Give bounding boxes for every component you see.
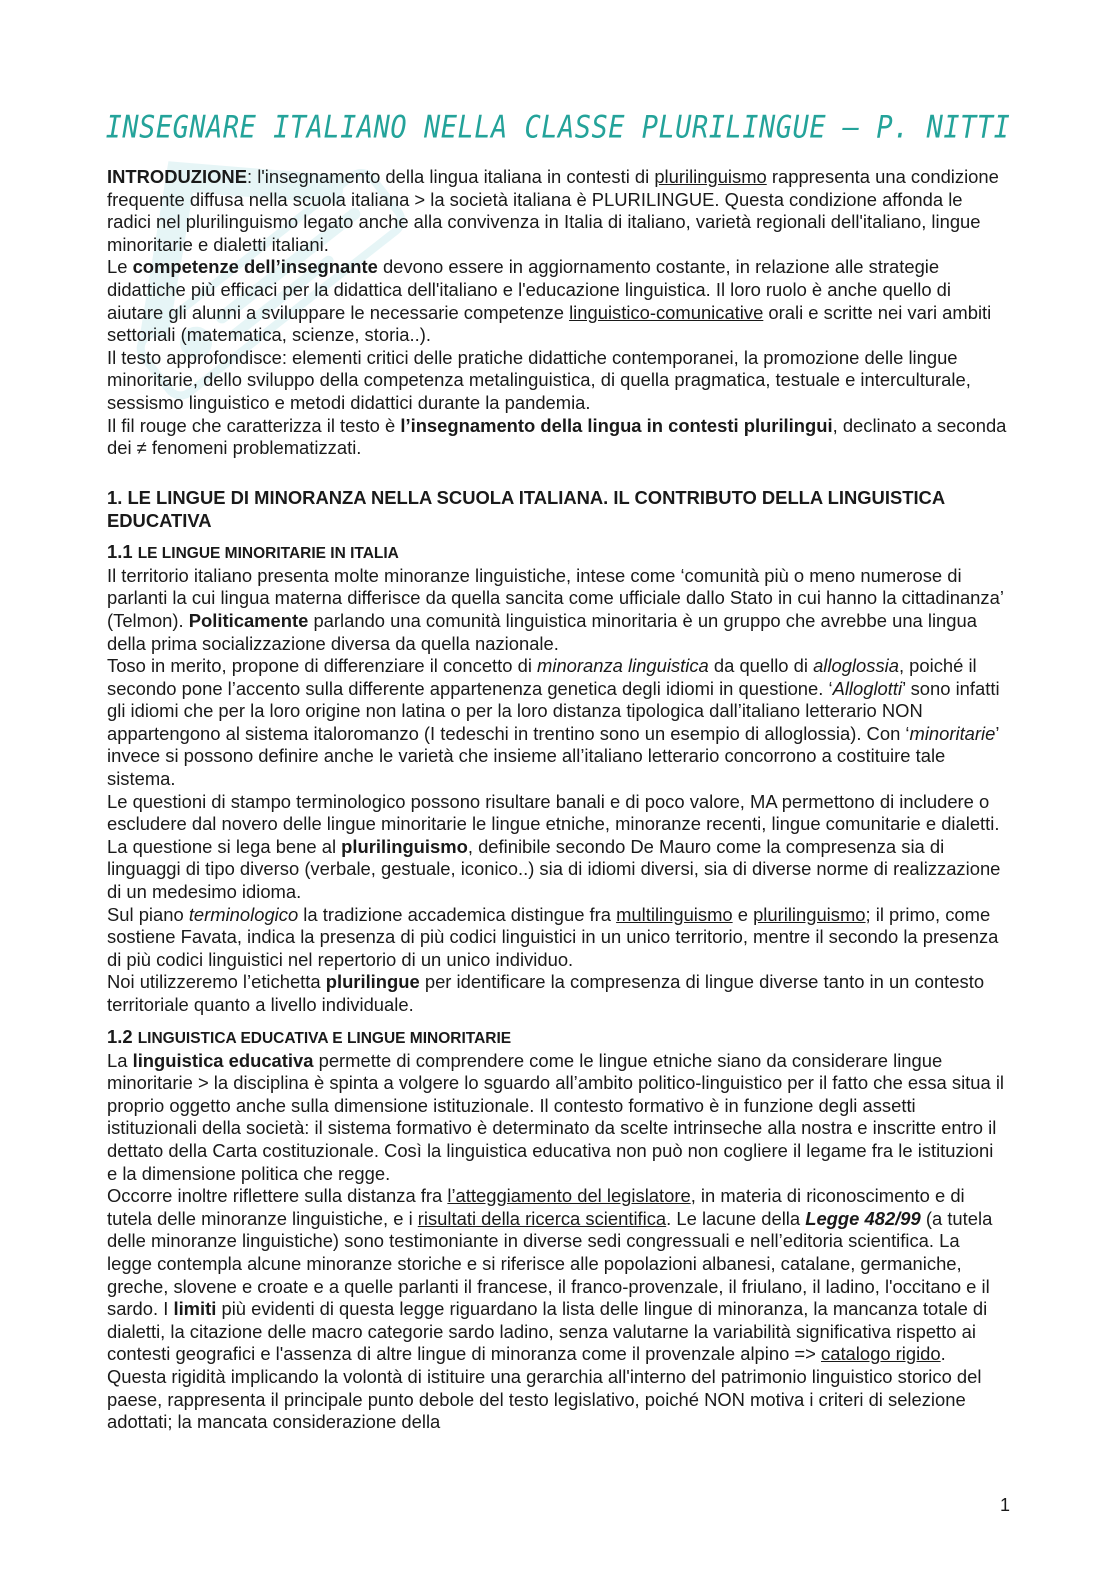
- sub11-paragraph-1: Il territorio italiano presenta molte minoranze linguistiche, intese come ‘comunità più o meno numerose di parlanti la cui lingua materna differisce da quella sancita come ufficiale dallo Stato in cui hanno la cittadinanza’ (Telmon). Politicamente parlando una comunità linguistica minoritaria è un gruppo che avrebbe una lingua della prima socializzazione diversa da quella nazionale.: [107, 564, 1004, 654]
- sub11-paragraph-4: Sul piano terminologico la tradizione accademica distingue fra multilinguismo e plurilinguismo; il primo, come sostiene Favata, indica la presenza di più codici linguistici in un unico territorio, mentre il secondo la presenza di più codici linguistici nel repertorio di un unico individuo.: [107, 903, 999, 970]
- sub11-paragraph-2: Toso in merito, propone di differenziare il concetto di minoranza linguistica da quello di alloglossia, poiché il secondo pone l’accento sulla differente appartenenza genetica degli idiomi in questione. ‘Alloglotti’ sono infatti gli idiomi che per la loro origine non latina o per la loro distanza tipologica dall’italiano letterario NON appartengono al sistema italoromanzo (I tedeschi in trentino sono un esempio di alloglossia). Con ‘minoritarie’ invece si possono definire anche le varietà che insieme all’italiano letterario concorrono a costituire tale sistema.: [107, 655, 1000, 790]
- document-body: [107, 166, 1007, 1434]
- intro-label: INTRODUZIONE: [107, 166, 247, 187]
- underlined-term: risultati della ricerca scientifica: [417, 1207, 667, 1229]
- sub11-paragraph-5: Noi utilizzeremo l’etichetta plurilingue per identificare la compresenza di lingue diverse tanto in un contesto territoriale quanto a livello individuale.: [107, 971, 985, 1015]
- underlined-term: catalogo rigido: [821, 1343, 941, 1365]
- underlined-term: l’atteggiamento del legislatore: [447, 1185, 691, 1207]
- document-title: INSEGNARE ITALIANO NELLA CLASSE PLURILINGUE – P. NITTI: [105, 109, 1011, 146]
- subsection-1-1-heading: 1.1 LE LINGUE MINORITARIE IN ITALIA: [107, 540, 399, 562]
- intro-paragraph-2: Le competenze dell’insegnante devono essere in aggiornamento costante, in relazione alle strategie didattiche più efficaci per la didattica dell'italiano e l'educazione linguistica. Il loro ruolo è anche quello di aiutare gli alunni a sviluppare le necessarie competenze linguistico-comunicative orali e scritte nei vari ambiti settoriali (matematica, scienze, storia..).: [107, 256, 992, 346]
- underlined-term: multilinguismo: [616, 903, 733, 925]
- section-1-heading: 1. LE LINGUE DI MINORANZA NELLA SCUOLA ITALIANA. IL CONTRIBUTO DELLA LINGUISTICA EDUCATIVA: [107, 486, 945, 531]
- intro-paragraph-4: Il fil rouge che caratterizza il testo è l’insegnamento della lingua in contesti plurilingui, declinato a seconda dei ≠ fenomeni problematizzati.: [107, 414, 1007, 459]
- page-number: 1: [999, 1495, 1010, 1515]
- sub11-paragraph-3: Le questioni di stampo terminologico possono risultare banali e di poco valore, MA permettono di includere o escludere dal novero delle lingue minoritarie le lingue etniche, minoranze recenti, lingue comunitarie e dialetti. La questione si lega bene al plurilinguismo, definibile secondo De Mauro come la compresenza sia di linguaggi di tipo diverso (verbale, gestuale, iconico..) sia di idiomi diversi, sia di diverse norme di realizzazione di un medesimo idioma.: [107, 790, 1001, 903]
- sub12-paragraph-2: Occorre inoltre riflettere sulla distanza fra l’atteggiamento del legislatore, in materia di riconoscimento e di tutela delle minoranze linguistiche, e i risultati della ricerca scientifica. Le lacune della Legge 482/99 (a tutela delle minoranze linguistiche) sono testimoniante in diverse sedi congressuali e nell’editoria scientifica. La legge contempla alcune minoranze storiche e si riferisce alle popolazioni albanesi, catalane, germaniche, greche, slovene e croate e a quelle parlanti il francese, il franco-provenzale, il friulano, il ladino, l'occitano e il sardo. I limiti più evidenti di questa legge riguardano la lista delle lingue di minoranza, la mancanza totale di dialetti, la citazione delle macro categorie sardo ladino, senza valutarne la variabilità significativa rispetto ai contesti geografici e l'assenza di altre lingue di minoranza come il provenzale alpino => catalogo rigido. Questa rigidità implicando la volontà di istituire una gerarchia all'interno del patrimonio linguistico storico del paese, rappresenta il principale punto debole del testo legislativo, poiché NON motiva i criteri di selezione adottati; la mancata considerazione della: [107, 1185, 993, 1433]
- underlined-term: plurilinguismo: [654, 166, 767, 187]
- underlined-term: plurilinguismo: [753, 903, 866, 925]
- underlined-term: linguistico-comunicative: [569, 301, 764, 323]
- sub12-paragraph-1: La linguistica educativa permette di comprendere come le lingue etniche siano da considerare lingue minoritarie > la disciplina è spinta a volgere lo sguardo all’ambito politico-linguistico per il fatto che essa situa il proprio oggetto anche sulla dimensione istituzionale. Il contesto formativo è in funzione degli assetti istituzionali della società: il sistema formativo è determinato da scelte intrinseche alla nostra e inscritte entro il dettato della Carta costituzionale. Così la linguistica educativa non può non cogliere il legame fra le istituzioni e la dimensione politica che regge.: [107, 1049, 1005, 1184]
- intro-paragraph-1: INTRODUZIONE: l'insegnamento della lingua italiana in contesti di plurilinguismo rappresenta una condizione frequente diffusa nella scuola italiana > la società italiana è PLURILINGUE. Questa condizione affonda le radici nel plurilinguismo legato anche alla convivenza in Italia di italiano, varietà regionali dell'italiano, lingue minoritarie e dialetti italiani.: [107, 166, 999, 255]
- intro-paragraph-3: Il testo approfondisce: elementi critici delle pratiche didattiche contemporanei, la promozione delle lingue minoritarie, dello sviluppo della competenza metalinguistica, di quella pragmatica, testuale e interculturale, sessismo linguistico e metodi didattici durante la pandemia.: [107, 346, 971, 413]
- subsection-1-2-heading: 1.2 LINGUISTICA EDUCATIVA E LINGUE MINORITARIE: [107, 1025, 512, 1047]
